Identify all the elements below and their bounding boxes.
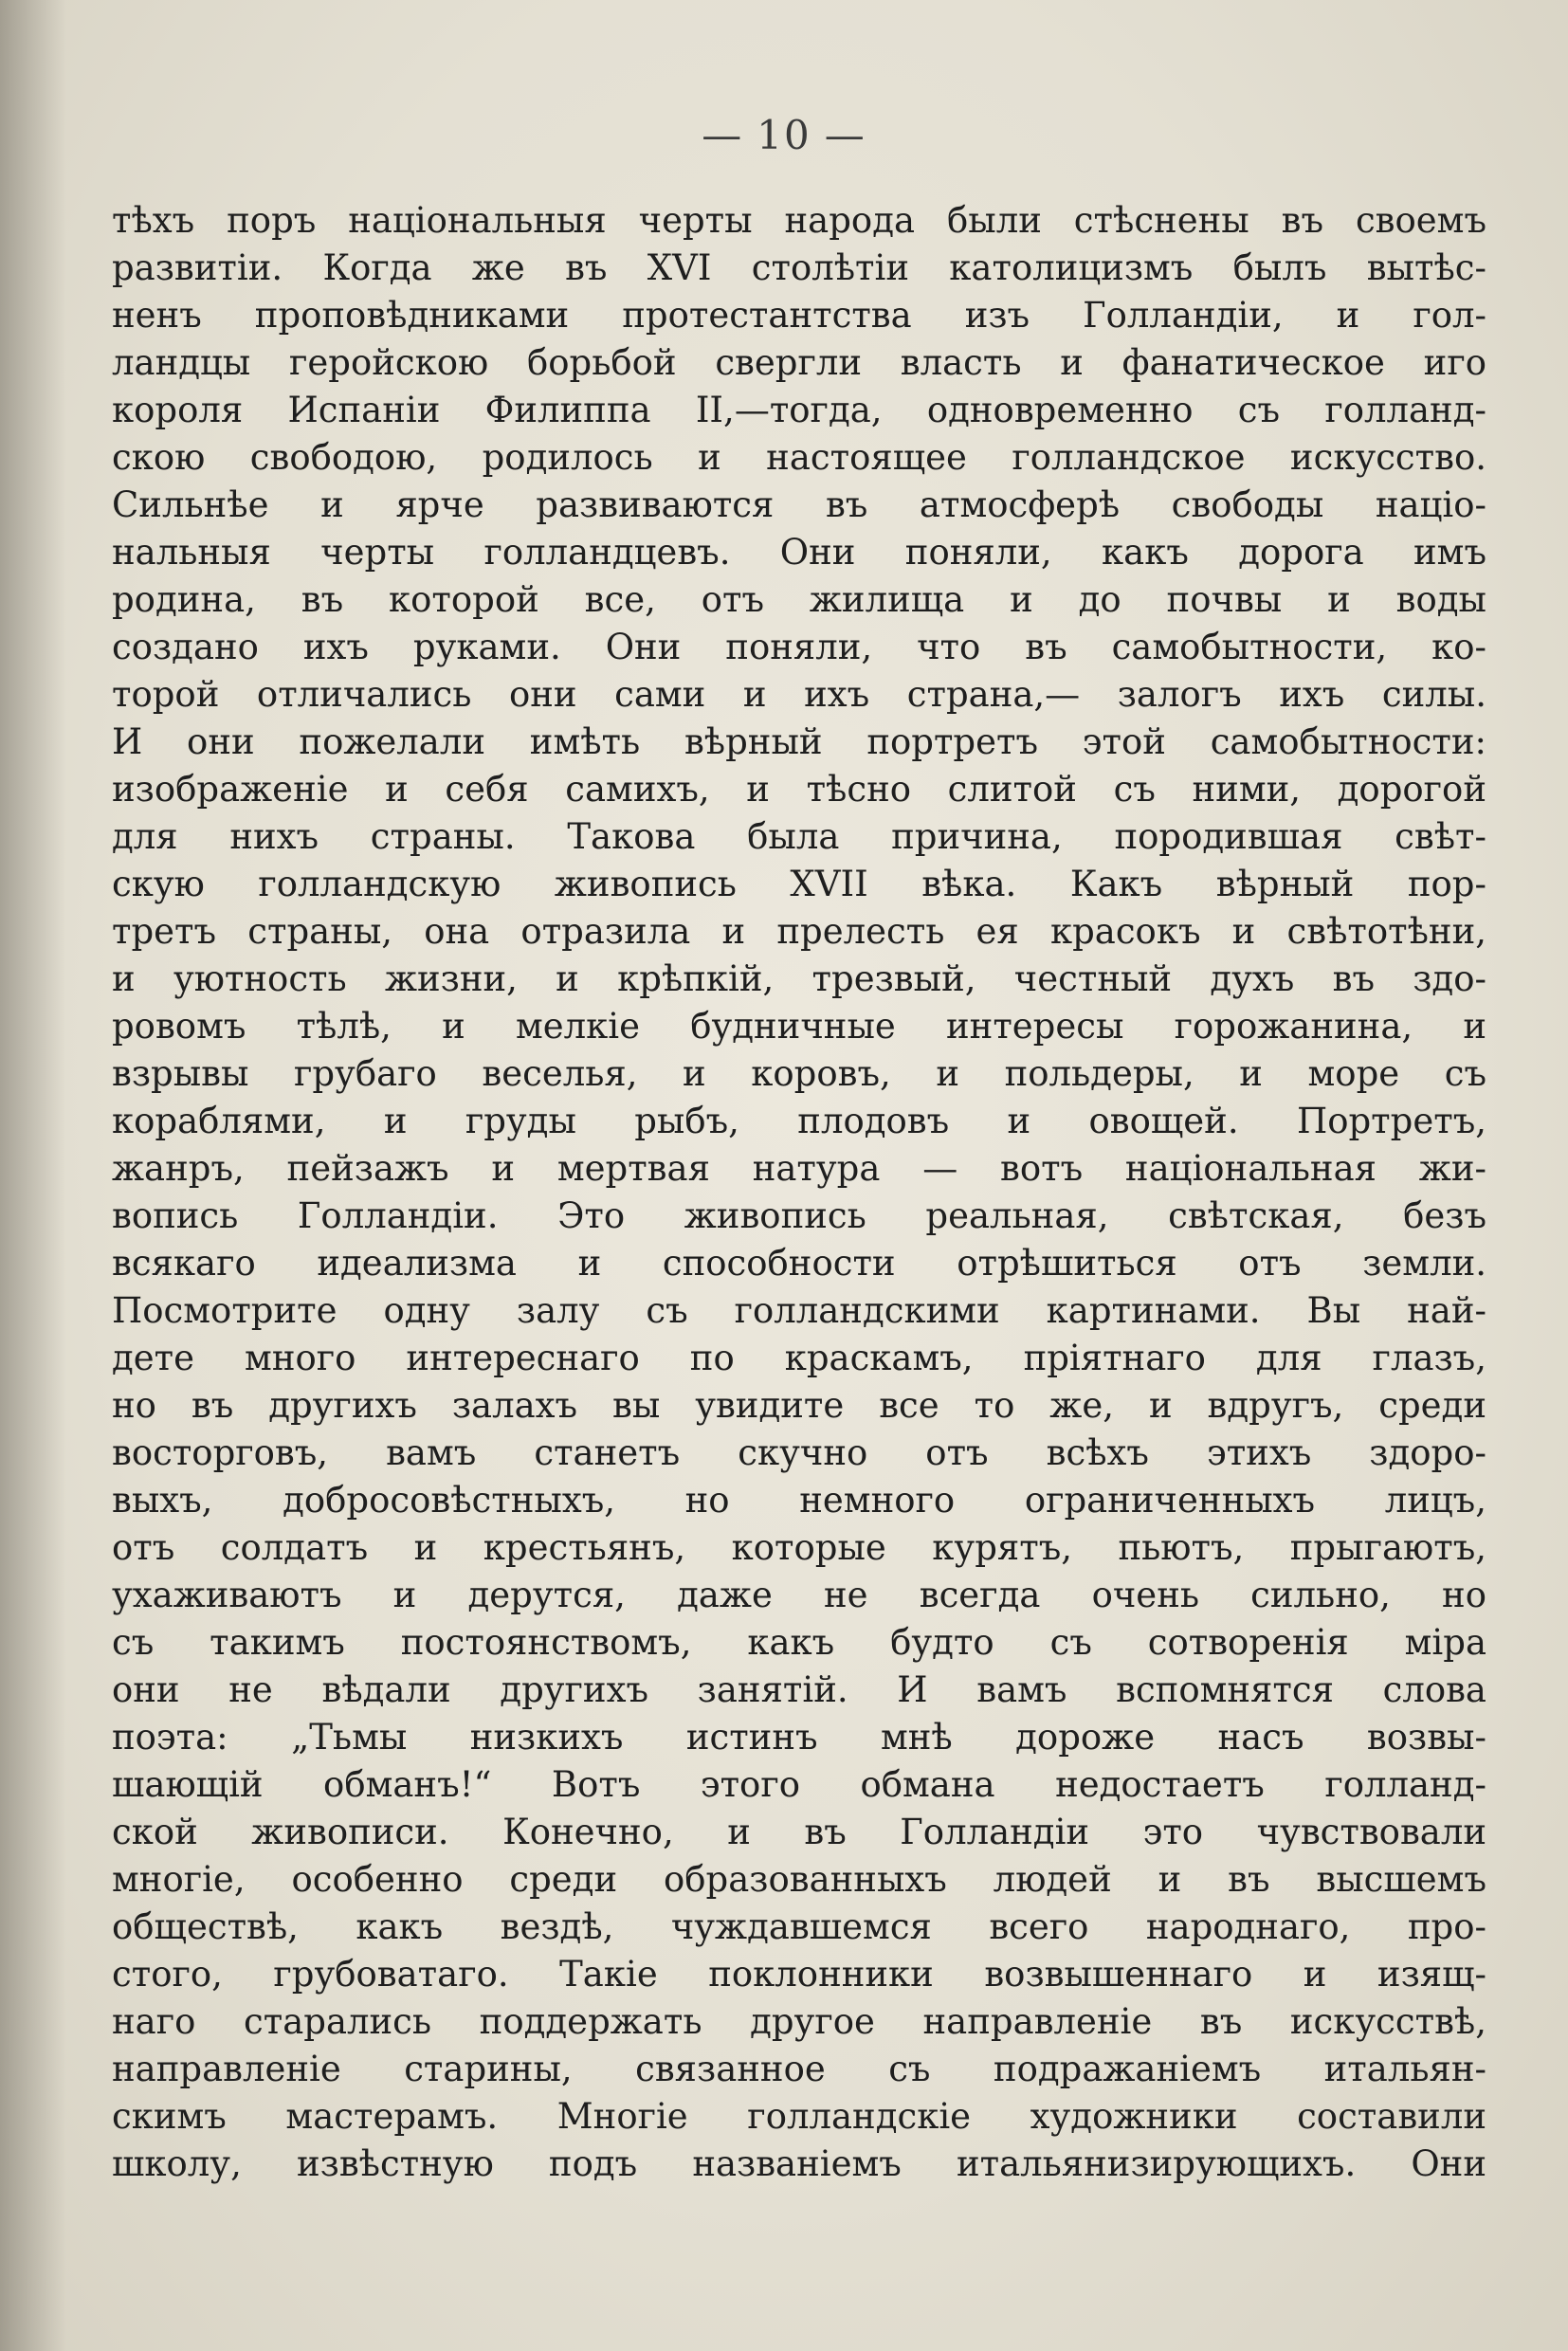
page-number-dash-left: — — [702, 112, 744, 158]
text-line: наго старались поддержать другое направленіе въ искусствѣ, — [112, 2001, 1486, 2042]
text-line: скимъ мастерамъ. Многіе голландскіе художники составили — [112, 2096, 1486, 2137]
text-line: родина, въ которой все, отъ жилища и до почвы и воды — [112, 579, 1486, 620]
text-line: всякаго идеализма и способности отрѣшиться отъ земли. — [112, 1243, 1486, 1284]
text-line: ландцы геройскою борьбой свергли власть и фанатическое иго — [112, 342, 1486, 383]
text-line: восторговъ, вамъ станетъ скучно отъ всѣхъ этихъ здоро- — [112, 1432, 1486, 1473]
text-line: жанръ, пейзажъ и мертвая натура — вотъ національная жи- — [112, 1148, 1486, 1189]
text-line: обществѣ, какъ вездѣ, чуждавшемся всего народнаго, про- — [112, 1906, 1486, 1947]
text-line: торой отличались они сами и ихъ страна,— залогъ ихъ силы. — [112, 674, 1486, 715]
text-line: Сильнѣе и ярче развиваются въ атмосферѣ свободы націо- — [112, 484, 1486, 525]
text-line: шающій обманъ!“ Вотъ этого обмана недостаетъ голланд- — [112, 1764, 1486, 1805]
text-line: развитіи. Когда же въ XVI столѣтіи католицизмъ былъ вытѣс- — [112, 247, 1486, 288]
text-line: скую голландскую живопись XVII вѣка. Какъ вѣрный пор- — [112, 864, 1486, 904]
text-line: поэта: „Тьмы низкихъ истинъ мнѣ дороже насъ возвы- — [112, 1717, 1486, 1758]
page-number-dash-right: — — [824, 112, 866, 158]
text-line: короля Испаніи Филиппа II,—тогда, одновременно съ голланд- — [112, 390, 1486, 430]
text-line: Посмотрите одну залу съ голландскими картинами. Вы най- — [112, 1290, 1486, 1331]
text-line: И они пожелали имѣть вѣрный портретъ этой самобытности: — [112, 721, 1486, 762]
text-line: дете много интереснаго по краскамъ, пріятнаго для глазъ, — [112, 1338, 1486, 1378]
text-line: вопись Голландіи. Это живопись реальная, свѣтская, безъ — [112, 1195, 1486, 1236]
text-line: ской живописи. Конечно, и въ Голландіи это чувствовали — [112, 1812, 1486, 1852]
text-line: для нихъ страны. Такова была причина, породившая свѣт- — [112, 816, 1486, 857]
text-line: они не вѣдали другихъ занятій. И вамъ вспомнятся слова — [112, 1669, 1486, 1710]
text-line: тѣхъ поръ національныя черты народа были стѣснены въ своемъ — [112, 200, 1486, 241]
spine-shadow — [0, 0, 66, 2351]
page-number — [0, 112, 1568, 158]
text-line: скою свободою, родилось и настоящее голландское искусство. — [112, 437, 1486, 478]
body-text — [112, 197, 1486, 2188]
text-line: стого, грубоватаго. Такіе поклонники возвышеннаго и изящ- — [112, 1954, 1486, 1995]
page-number-value: 10 — [757, 112, 811, 158]
text-line: школу, извѣстную подъ названіемъ итальянизирующихъ. Они — [112, 2143, 1486, 2184]
text-line: и уютность жизни, и крѣпкій, трезвый, честный духъ въ здо- — [112, 958, 1486, 999]
text-line: отъ солдатъ и крестьянъ, которые курятъ, пьютъ, прыгаютъ, — [112, 1527, 1486, 1568]
text-line: изображеніе и себя самихъ, и тѣсно слитой съ ними, дорогой — [112, 769, 1486, 810]
text-line: направленіе старины, связанное съ подражаніемъ итальян- — [112, 2049, 1486, 2089]
text-line: съ такимъ постоянствомъ, какъ будто съ сотворенія міра — [112, 1622, 1486, 1663]
text-line: многіе, особенно среди образованныхъ людей и въ высшемъ — [112, 1859, 1486, 1900]
text-line: ровомъ тѣлѣ, и мелкіе будничные интересы горожанина, и — [112, 1006, 1486, 1047]
text-line: выхъ, добросовѣстныхъ, но немного ограниченныхъ лицъ, — [112, 1480, 1486, 1521]
text-line: взрывы грубаго веселья, и коровъ, и польдеры, и море съ — [112, 1053, 1486, 1094]
text-line: ухаживаютъ и дерутся, даже не всегда очень сильно, но — [112, 1575, 1486, 1615]
text-line: ненъ проповѣдниками протестантства изъ Голландіи, и гол- — [112, 295, 1486, 336]
text-line: создано ихъ руками. Они поняли, что въ самобытности, ко- — [112, 627, 1486, 667]
text-line: нальныя черты голландцевъ. Они поняли, какъ дорога имъ — [112, 532, 1486, 573]
text-line: третъ страны, она отразила и прелесть ея красокъ и свѣтотѣни, — [112, 911, 1486, 952]
text-line: кораблями, и груды рыбъ, плодовъ и овощей. Портретъ, — [112, 1101, 1486, 1141]
text-line: но въ другихъ залахъ вы увидите все то же, и вдругъ, среди — [112, 1385, 1486, 1426]
